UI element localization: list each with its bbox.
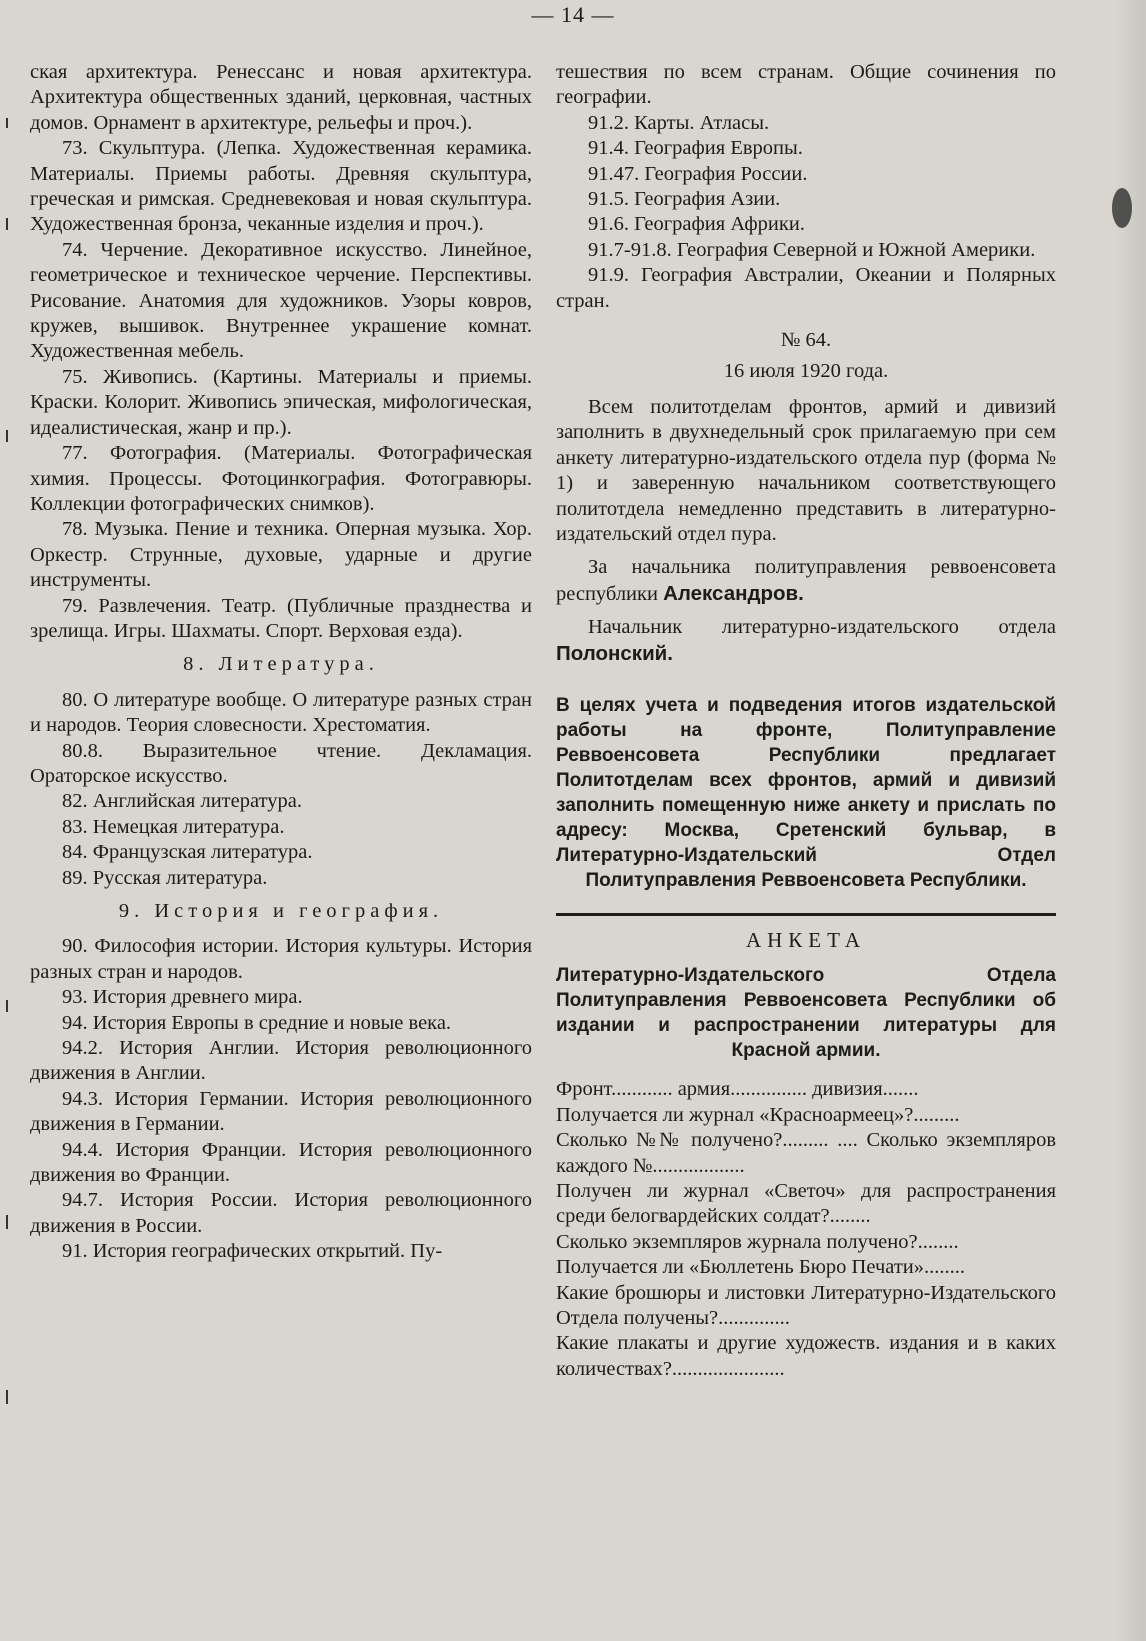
form-line: Сколько №№ получено?......... .... Сколько экземпляров каждого №.................. (556, 1129, 1056, 1177)
margin-mark (6, 1215, 8, 1229)
anketa-heading: АНКЕТА (745, 927, 867, 952)
list-item: 89. Русская литература. (62, 866, 268, 889)
form-line: Получен ли журнал «Светоч» для распространения среди белогвардейских солдат?........ (556, 1179, 1056, 1228)
list-item: 94.4. История Франции. История революционного движения во Франции. (30, 1138, 532, 1187)
paragraph-entertainment: 79. Развлечения. Театр. (Публичные празднества и зрелища. Игры. Шахматы. Спорт. Верховая езда). (30, 594, 532, 642)
paragraph-sculpture: 73. Скульптура. (Лепка. Художественная керамика. Материалы. Приемы работы. Древняя скульптура, греческая и римская. Средневековая и новая скульптура. Художественная бронза, чеканные изделия и проч.). (30, 137, 532, 236)
section-heading-history: 9. История и география. (118, 900, 444, 922)
divider (556, 913, 1056, 916)
right-column (556, 60, 1056, 1382)
list-item: 91. История географических открытий. Пу- (62, 1240, 443, 1263)
signature-2-name: Полонский. (556, 641, 673, 665)
paragraph-drawing: 74. Черчение. Декоративное искусство. Линейное, геометрическое и техническое черчение. Перспективы. Рисование. Анатомия для художников. Узоры ковров, кружев, вышивок. Внутреннее украшение комнат. Художественная мебель. (30, 238, 532, 363)
list-item: 94.2. История Англии. История революционного движения в Англии. (30, 1037, 532, 1085)
order-number: № 64. (780, 329, 832, 352)
signature-1-text: За начальника политуправления реввоенсовета республики (556, 556, 1056, 605)
list-item: 91.5. География Азии. (588, 188, 781, 211)
notice-paragraph: В целях учета и подведения итогов издательской работы на фронте, Политуправление Реввоенсовета Республики предлагает Политотделам всех фронтов, армий и дивизий заполнить помещенную ниже анкету и прислать по адресу: Москва, Сретенский бульвар, в Литературно-Издательский Отдел Политуправления Реввоенсовета Республики. (556, 694, 1056, 891)
list-item: 91.4. География Европы. (588, 137, 803, 160)
form-line: Какие брошюры и листовки Литературно-Издательского Отдела получены?.............. (556, 1281, 1056, 1329)
signature-2-text: Начальник литературно-издательского отдела (588, 616, 1056, 639)
page-edge-shadow (1116, 0, 1146, 1641)
list-item: 94. История Европы в средние и новые века. (62, 1011, 452, 1034)
list-item: 91.47. География России. (588, 162, 808, 185)
form-line: Получается ли журнал «Красноармеец»?......... (556, 1103, 960, 1126)
signature-block-2 (556, 615, 1056, 667)
list-item: 84. Французская литература. (62, 841, 313, 864)
form-line: Получается ли «Бюллетень Бюро Печати»........ (556, 1256, 966, 1279)
signature-1-name: Александров. (663, 581, 804, 605)
list-item: 94.7. История России. История революционного движения в России. (30, 1189, 532, 1237)
paragraph-music: 78. Музыка. Пение и техника. Оперная музыка. Хор. Оркестр. Струнные, духовые, ударные и другие инструменты. (30, 518, 532, 592)
paragraph-geography-cont: тешествия по всем странам. Общие сочинения по географии. (556, 61, 1056, 109)
anketa-subtitle: Литературно-Издательского Отдела Политуправления Реввоенсовета Республики об издании и распространении литературы для Красной армии. (556, 965, 1056, 1062)
left-column (30, 60, 532, 1265)
form-line: Сколько экземпляров журнала получено?........ (556, 1230, 959, 1253)
list-item: 91.2. Карты. Атласы. (588, 111, 770, 134)
list-item: 94.3. История Германии. История революционного движения в Германии. (30, 1087, 532, 1136)
section-heading-literature: 8. Литература. (183, 653, 379, 676)
margin-mark (6, 430, 8, 442)
margin-mark (6, 218, 8, 230)
list-item: 91.6. География Африки. (588, 213, 805, 236)
paragraph-painting: 75. Живопись. (Картины. Материалы и приемы. Краски. Колорит. Живопись эпическая, мифологическая, идеалистическая, жанр и пр.). (30, 365, 532, 439)
list-item: 83. Немецкая литература. (62, 815, 285, 838)
page-number: — 14 — (531, 2, 615, 27)
margin-mark (6, 1000, 8, 1012)
list-item: 80.8. Выразительное чтение. Декламация. Ораторское искусство. (30, 739, 532, 787)
order-date: 16 июля 1920 года. (723, 360, 889, 383)
list-item: 90. Философия истории. История культуры. История разных стран и народов. (30, 935, 532, 983)
form-line: Фронт............ армия............... дивизия....... (556, 1078, 919, 1101)
signature-block-1 (556, 555, 1056, 607)
list-item: 80. О литературе вообще. О литературе разных стран и народов. Теория словесности. Хрестоматия. (30, 688, 532, 737)
paragraph-photography: 77. Фотография. (Материалы. Фотографическая химия. Процессы. Фотоцинкография. Фотогравюры. Коллекции фотографических снимков). (30, 442, 532, 515)
paragraph-architecture-cont: ская архитектура. Ренессанс и новая архитектура. Архитектура общественных зданий, церковная, частных домов. Орнамент в архитектуре, рельефы и проч.). (30, 61, 532, 134)
list-item: 91.7-91.8. География Северной и Южной Америки. (588, 238, 1036, 261)
list-item: 82. Английская литература. (62, 790, 302, 813)
margin-mark (6, 1390, 8, 1404)
order-text: Всем политотделам фронтов, армий и дивизий заполнить в двухнедельный срок прилагаемую при сем анкету литературно-издательского отдела пур (форма № 1) и заверенную начальником соответствующего политотдела немедленно представить в литературно-издательский отдел пура. (556, 395, 1056, 545)
list-item: 91.9. География Австралии, Океании и Полярных стран. (556, 264, 1056, 312)
margin-mark (6, 118, 8, 128)
form-line: Какие плакаты и другие художеств. издания и в каких количествах?...................... (556, 1332, 1056, 1380)
list-item: 93. История древнего мира. (62, 986, 303, 1009)
